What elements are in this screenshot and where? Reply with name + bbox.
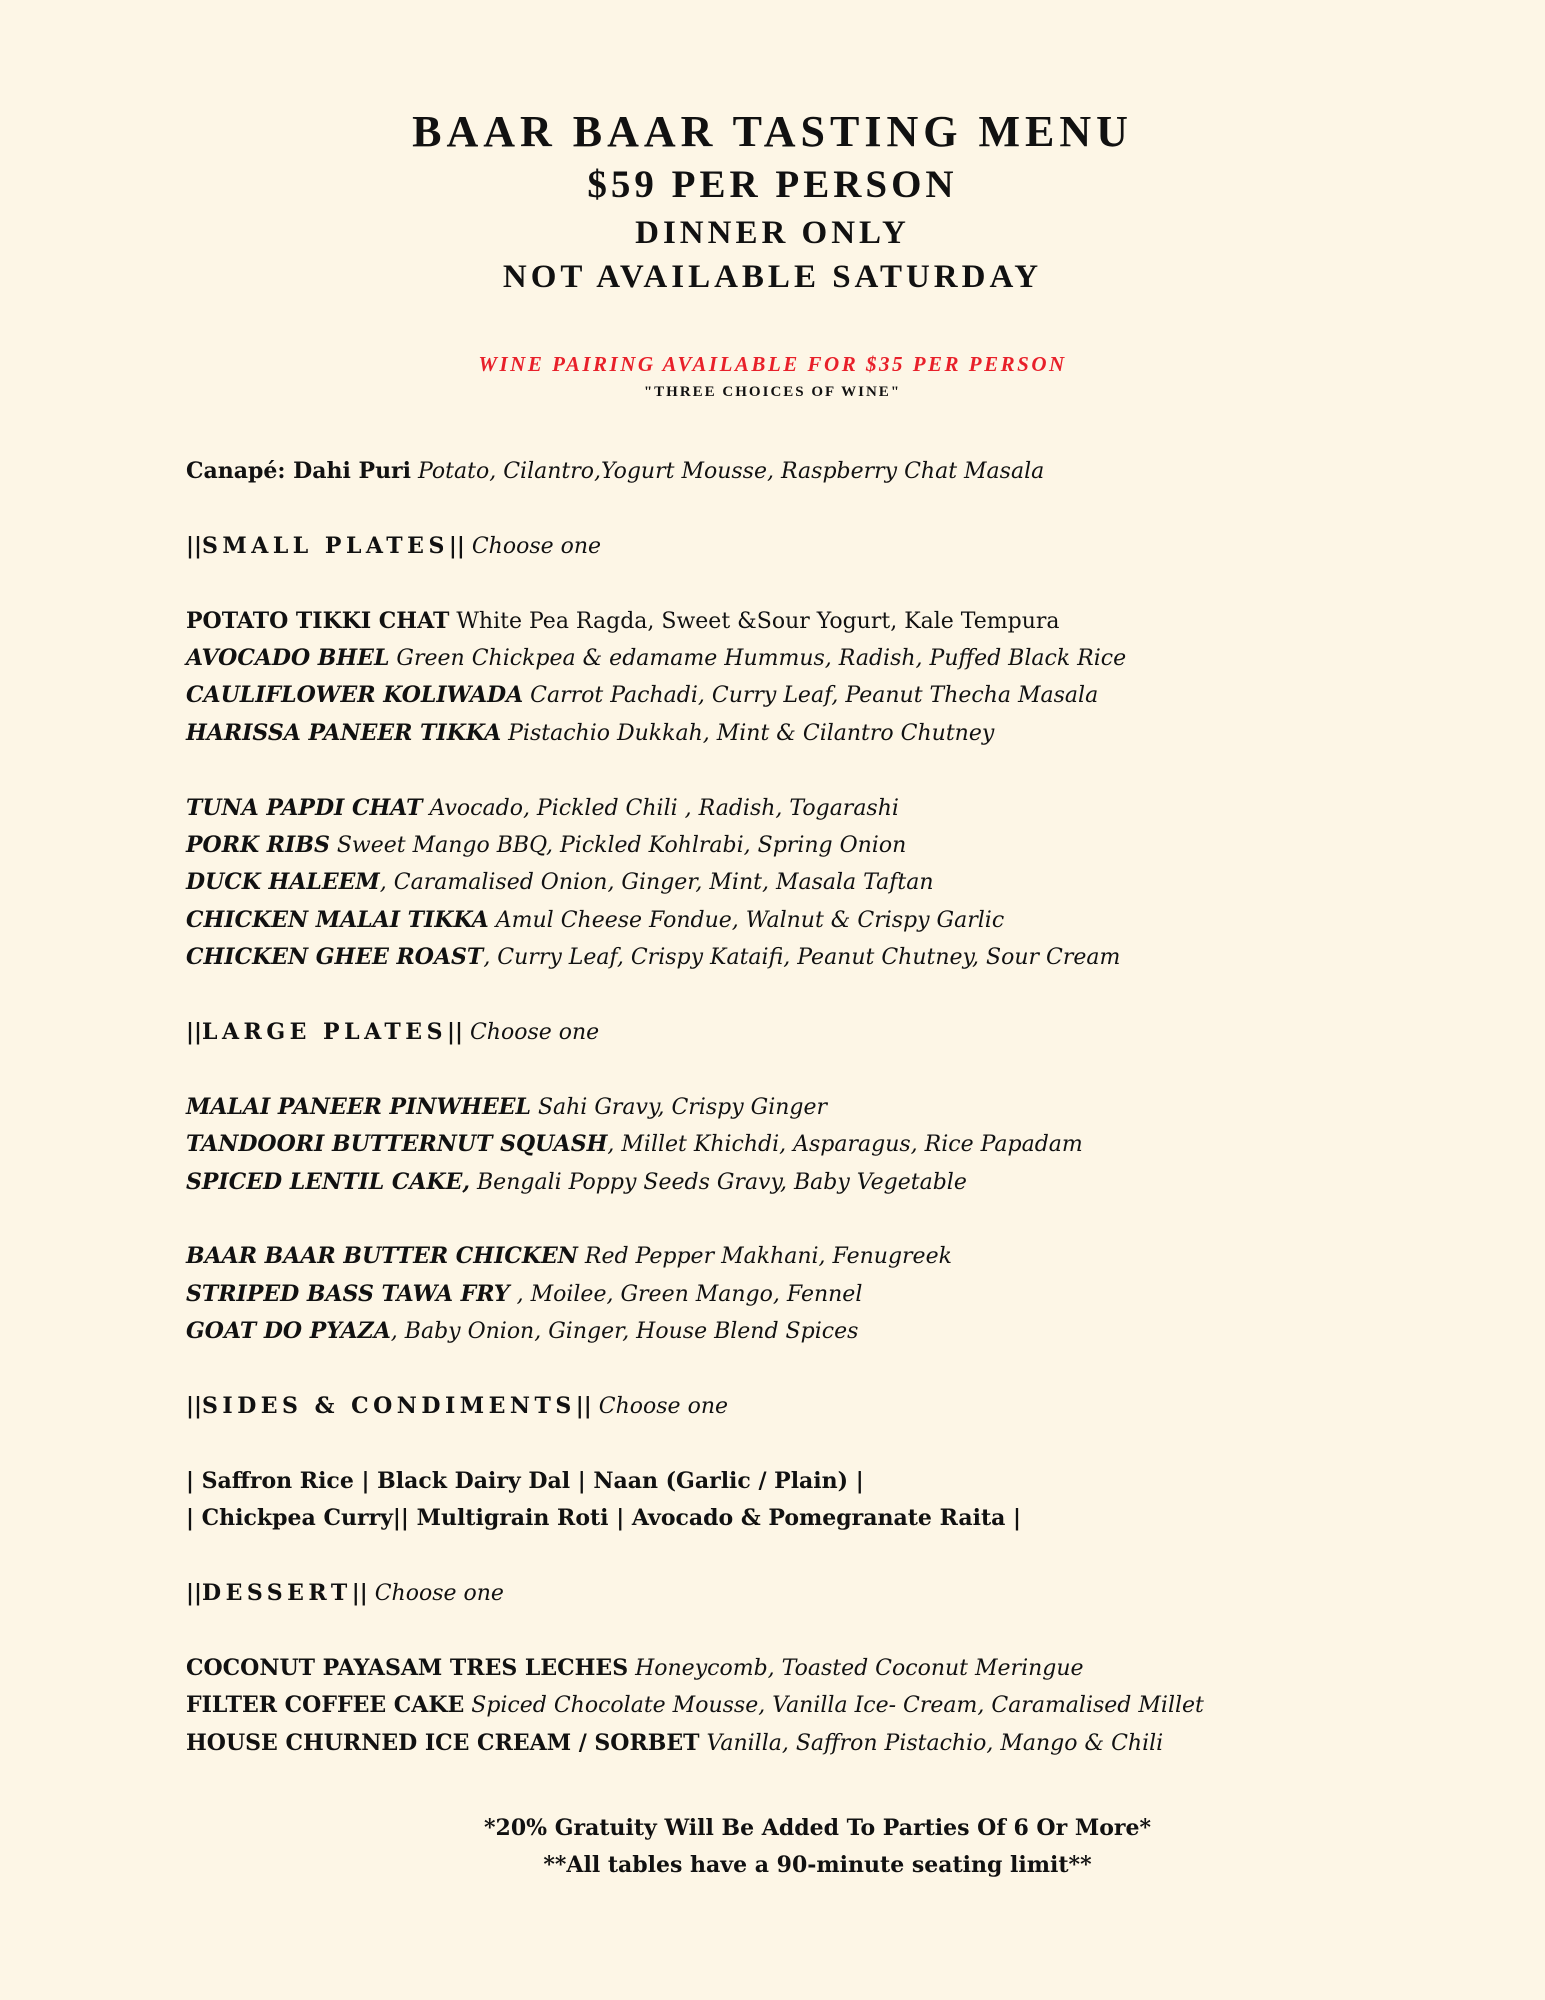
item-name: SPICED LENTIL CAKE, (186, 1168, 471, 1195)
gratuity-note: *20% Gratuity Will Be Added To Parties Of 6 Or More* (484, 1815, 1151, 1841)
wine-pairing (0, 350, 1545, 403)
menu-item (186, 1164, 1486, 1201)
menu-item (186, 715, 1486, 752)
menu-title: BAAR BAAR TASTING MENU (412, 107, 1133, 156)
item-name: BAAR BAAR BUTTER CHICKEN (186, 1243, 578, 1270)
item-desc: Red Pepper Makhani, Fenugreek (577, 1244, 952, 1270)
item-name: CHICKEN GHEE ROAST (186, 944, 484, 971)
menu-body (186, 453, 1486, 1762)
item-desc: Pistachio Dukkah, Mint & Cilantro Chutney (501, 720, 995, 746)
menu-item (186, 864, 1486, 901)
sides-line-2: | Chickpea Curry|| Multigrain Roti | Avocado & Pomegranate Raita | (186, 1505, 1022, 1532)
menu-footer (0, 1810, 1545, 1884)
section-title: LARGE PLATES (202, 1019, 447, 1046)
menu-item (186, 603, 1486, 640)
menu-item (186, 1126, 1486, 1163)
canape-desc: Potato, Cilantro,Yogurt Mousse, Raspberry Chat Masala (411, 459, 1045, 484)
item-name: COCONUT PAYASAM TRES LECHES (186, 1654, 629, 1681)
menu-item (186, 902, 1486, 939)
menu-price: $59 PER PERSON (587, 163, 958, 206)
item-name: POTATO TIKKI CHAT (186, 607, 450, 634)
item-name: HOUSE CHURNED ICE CREAM / SORBET (186, 1729, 700, 1756)
item-desc: Bengali Poppy Seeds Gravy, Baby Vegetable (470, 1169, 967, 1195)
canape-label: Canapé: Dahi Puri (186, 458, 412, 484)
item-desc: White Pea Ragda, Sweet &Sour Yogurt, Kale Tempura (449, 608, 1060, 634)
item-desc: Sweet Mango BBQ, Pickled Kohlrabi, Spring Onion (329, 833, 907, 859)
item-desc: , Curry Leaf, Crispy Kataifi, Peanut Chutney, Sour Cream (483, 945, 1121, 971)
menu-item (186, 677, 1486, 714)
section-divider: || (575, 1393, 592, 1420)
section-divider: || (186, 1393, 203, 1420)
section-note: Choose one (464, 533, 602, 559)
section-sides (186, 1388, 1486, 1425)
section-large-plates (186, 1014, 1486, 1051)
menu-item (186, 1313, 1486, 1350)
item-name: HARISSA PANEER TIKKA (186, 719, 502, 746)
availability-note: NOT AVAILABLE SATURDAY (502, 259, 1043, 295)
item-name: GOAT DO PYAZA (186, 1318, 391, 1345)
section-title: DESSERT (202, 1580, 352, 1607)
menu-item (186, 1725, 1486, 1762)
item-desc: Green Chickpea & edamame Hummus, Radish, Puffed Black Rice (389, 646, 1127, 671)
section-divider: || (186, 1580, 203, 1607)
item-name: TANDOORI BUTTERNUT SQUASH (186, 1131, 608, 1158)
item-name: AVOCADO BHEL (186, 645, 390, 671)
menu-item (186, 640, 1486, 677)
menu-header (0, 105, 1545, 299)
menu-item (186, 939, 1486, 976)
section-small-plates (186, 528, 1486, 565)
section-dessert (186, 1575, 1486, 1612)
menu-item (186, 1650, 1486, 1687)
item-desc: Sahi Gravy, Crispy Ginger (530, 1094, 828, 1120)
menu-item (186, 1687, 1486, 1724)
dinner-only: DINNER ONLY (635, 215, 910, 251)
item-name: TUNA PAPDI CHAT (186, 794, 423, 821)
item-desc: , Baby Onion, Ginger, House Blend Spices (390, 1319, 859, 1345)
menu-item (186, 1238, 1486, 1275)
section-divider: || (186, 532, 203, 559)
item-desc: , Caramalised Onion, Ginger, Mint, Masala Taftan (379, 870, 934, 896)
item-name: CHICKEN MALAI TIKKA (186, 906, 489, 933)
item-desc: Spiced Chocolate Mousse, Vanilla Ice- Cream, Caramalised Millet (464, 1693, 1204, 1719)
menu-item (186, 1276, 1486, 1313)
section-divider: || (186, 1019, 203, 1046)
section-title: SIDES & CONDIMENTS (202, 1393, 576, 1420)
item-desc: , Millet Khichdi, Asparagus, Rice Papadam (607, 1132, 1083, 1158)
item-desc: Carrot Pachadi, Curry Leaf, Peanut Thecha Masala (523, 683, 1099, 709)
section-note: Choose one (462, 1020, 600, 1046)
wine-choices: "THREE CHOICES OF WINE" (643, 384, 902, 400)
item-desc: , Moilee, Green Mango, Fennel (509, 1281, 863, 1307)
wine-pairing-offer: WINE PAIRING AVAILABLE FOR $35 PER PERSON (478, 352, 1067, 376)
item-desc: Vanilla, Saffron Pistachio, Mango & Chili (699, 1730, 1164, 1756)
menu-item (186, 1089, 1486, 1126)
menu-item (186, 790, 1486, 827)
sides-line-1: | Saffron Rice | Black Dairy Dal | Naan (Garlic / Plain) | (186, 1467, 864, 1494)
canape-line (186, 453, 1486, 490)
item-name: MALAI PANEER PINWHEEL (186, 1093, 531, 1120)
section-divider: || (448, 532, 465, 559)
section-divider: || (351, 1580, 368, 1607)
item-desc: Honeycomb, Toasted Coconut Meringue (628, 1655, 1084, 1681)
seating-limit-note: **All tables have a 90-minute seating limit** (543, 1852, 1092, 1878)
section-divider: || (446, 1019, 463, 1046)
item-desc: Avocado, Pickled Chili , Radish, Togarashi (422, 795, 899, 821)
section-note: Choose one (367, 1581, 504, 1607)
item-name: PORK RIBS (186, 832, 330, 859)
item-name: STRIPED BASS TAWA FRY (186, 1280, 510, 1307)
section-title: SMALL PLATES (202, 532, 449, 559)
section-note: Choose one (591, 1394, 729, 1420)
item-desc: Amul Cheese Fondue, Walnut & Crispy Garlic (488, 907, 1005, 933)
item-name: CAULIFLOWER KOLIWADA (186, 682, 524, 709)
menu-item (186, 827, 1486, 864)
item-name: DUCK HALEEM (186, 869, 380, 896)
item-name: FILTER COFFEE CAKE (186, 1692, 465, 1719)
